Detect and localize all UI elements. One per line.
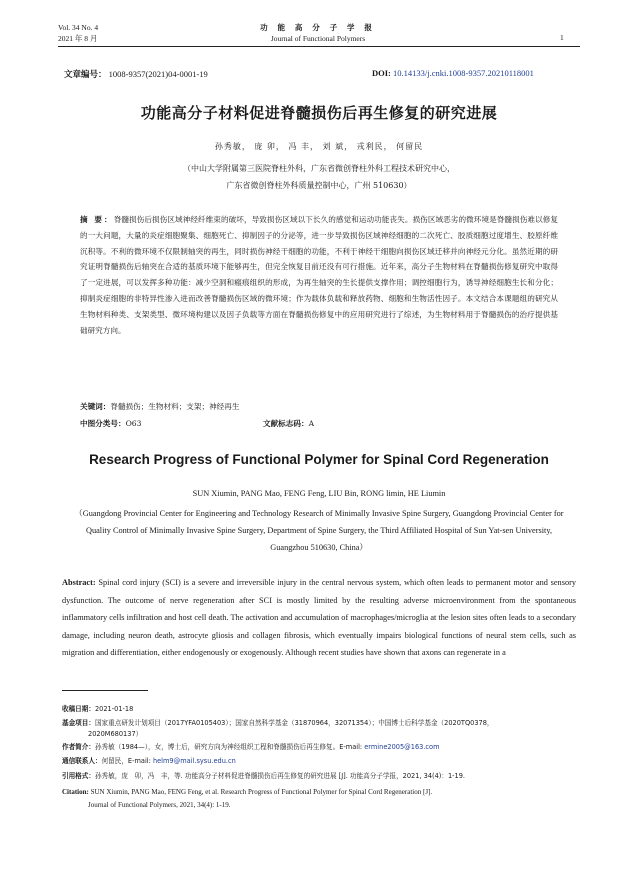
journal-name-en: Journal of Functional Polymers <box>270 34 366 43</box>
affiliation-en: （Guangdong Provincial Center for Engineering and Technology Research of Minimally Invasive Spine Surgery, Guangdong Provincial Center for Quality Control of Minimally Invasive Spine Surgery, Department of Spine Surgery, the Third Affiliated Hospital of Sun Yat-sen University, Guangzhou 510630, China） <box>74 509 564 552</box>
fund-text-continued: 2020M680137） <box>88 730 143 738</box>
footnote-corresponding <box>62 756 576 767</box>
cite-cn-text: 孙秀敏，庞 卯，冯 丰，等. 功能高分子材料促进脊髓损伤后再生修复的研究进展 [J]. 功能高分子学报，2021, 34(4)：1-19. <box>94 772 466 780</box>
paper-title-cn: 功能高分子材料促进脊髓损伤后再生修复的研究进展 <box>140 104 498 122</box>
article-number-label: 文章编号： <box>64 69 107 79</box>
abstract-en-text: Spinal cord injury (SCI) is a severe and irreversible injury in the central nervous system, which often leads to permanent motor and sensory dysfunction. The outcome of nerve regeneration after SCI is mostly limited by the resulting adverse microenvironment from the spontaneous inflammatory cells infiltration and host cell death. The activation and accumulation of macrophages/microglia at the lesion sites often leads to a secondary damage, including neuron death, astrocyte gliosis and collagen fibrosis, which eventually impairs biological functions of neural stem cells, such as migration and differentiation, either endogenously or exogenously. Although recent studies have shown that axons can regenerate in a <box>62 578 576 657</box>
author-list-en: SUN Xiumin, PANG Mao, FENG Feng, LIU Bin, RONG limin, HE Liumin <box>192 489 446 498</box>
corresponding-text: 何留民，E-mail: <box>101 757 153 765</box>
keywords-cn-label: 关键词： <box>80 402 111 411</box>
affiliation-cn <box>0 160 638 194</box>
affiliation-cn-line-1: （中山大学附属第三医院脊柱外科，广东省微创脊柱外科工程技术研究中心， <box>183 164 455 173</box>
keywords-cn-text: 脊髓损伤；生物材料；支架；神经再生 <box>110 402 240 411</box>
received-date: 2021-01-18 <box>94 705 134 713</box>
clc-label: 中图分类号： <box>80 419 126 428</box>
document-code <box>263 418 314 429</box>
fund-text: 国家重点研发计划项目（2017YFA0105403）；国家自然科学基金（31870964，32071354）；中国博士后科学基金（2020TQ0378， <box>94 719 494 727</box>
document-code-value: A <box>308 419 315 428</box>
document-code-label: 文献标志码： <box>263 419 309 428</box>
clc-number <box>80 418 141 429</box>
volume-number: Vol. 34 No. 4 <box>58 23 99 32</box>
abstract-en-label: Abstract: <box>62 578 96 587</box>
footnote-fund <box>62 718 576 740</box>
abstract-en <box>62 574 576 662</box>
author-list-cn: 孙秀敏， 庞 卯， 冯 丰， 刘 斌， 戎利民， 何留民 <box>214 142 424 151</box>
cite-cn-label: 引用格式： <box>62 772 95 780</box>
abstract-cn-label: 摘 要： <box>80 215 114 224</box>
journal-name <box>238 22 398 44</box>
page-number: 1 <box>560 33 564 42</box>
clc-value: O63 <box>125 419 142 428</box>
author-bio-text: 孙秀敏（1984—），女，博士后，研究方向为神经组织工程和脊髓损伤后再生修复。E-mail: <box>94 743 365 751</box>
corresponding-email-link[interactable]: helm9@mail.sysu.edu.cn <box>152 757 236 765</box>
journal-issue <box>58 22 98 44</box>
corresponding-label: 通信联系人： <box>62 757 102 765</box>
footnote-received <box>62 704 576 715</box>
paper-title-en: Research Progress of Functional Polymer for Spinal Cord Regeneration <box>89 452 549 467</box>
doi-link[interactable]: 10.14133/j.cnki.1008-9357.20210118001 <box>393 68 534 78</box>
affiliation-cn-line-2: 广东省微创脊柱外科质量控制中心，广州 510630） <box>226 181 412 190</box>
keywords-cn <box>80 401 239 412</box>
doi-label: DOI: <box>372 68 391 78</box>
abstract-cn <box>80 212 558 338</box>
citation-en-label: Citation: <box>62 788 89 796</box>
article-number-value: 1008-9357(2021)04-0001-19 <box>108 69 208 79</box>
header-divider <box>58 46 580 47</box>
citation-en-text: SUN Xiumin, PANG Mao, FENG Feng, et al. Research Progress of Functional Polymer for Spinal Cord Regeneration [J]. <box>88 788 433 796</box>
article-number <box>64 68 208 80</box>
abstract-cn-text: 脊髓损伤后损伤区域神经纤维束的破坏，导致损伤区域以下长久的感觉和运动功能丧失。损伤区域恶劣的微环境是脊髓损伤难以修复的一大问题，大量的炎症细胞聚集、细胞死亡、抑制因子的分泌等，进一步导致损伤区域神经细胞的二次死亡、胶质细胞过度增生、胶原纤维沉积等。不利的微环境不仅限制轴突的再生，同时损伤神经干细胞的功能，不利于神经干细胞向损伤区域迁移并向神经元分化。虽然近期的研究证明脊髓损伤后轴突在合适的基质环境下能够再生，但完全恢复目前还没有可行措施。近年来，高分子生物材料在脊髓损伤修复研究中取得了一定进展，可以发挥多种功能：减少空洞和瘢痕组织的形成，为再生轴突的生长提供支撑作用；调控细胞行为，诱导神经细胞生长和分化；抑制炎症细胞的非特异性渗入进而改善脊髓损伤区域的微环境；作为载体负载和释放药物、细胞和生物活性因子。本文结合本课题组的研究从生物材料种类、支架类型、微环境构建以及因子负载等方面在脊髓损伤修复中的应用研究进行了综述，为生物材料用于脊髓损伤的治疗提供基础研究方向。 <box>80 215 558 335</box>
issue-date: 2021 年 8 月 <box>58 34 98 43</box>
footnote-author <box>62 742 576 753</box>
doi <box>372 68 534 78</box>
citation-en-text-continued: Journal of Functional Polymers, 2021, 34(4): 1-19. <box>88 801 231 809</box>
author-bio-label: 作者简介： <box>62 743 95 751</box>
footnote-cite-cn <box>62 771 576 782</box>
received-label: 收稿日期： <box>62 705 95 713</box>
author-email-link[interactable]: ermine2005@163.com <box>364 743 440 751</box>
fund-label: 基金项目： <box>62 719 95 727</box>
journal-name-cn: 功 能 高 分 子 学 报 <box>260 23 376 32</box>
footnote-citation-en <box>62 786 576 812</box>
footnote-divider <box>62 690 148 691</box>
